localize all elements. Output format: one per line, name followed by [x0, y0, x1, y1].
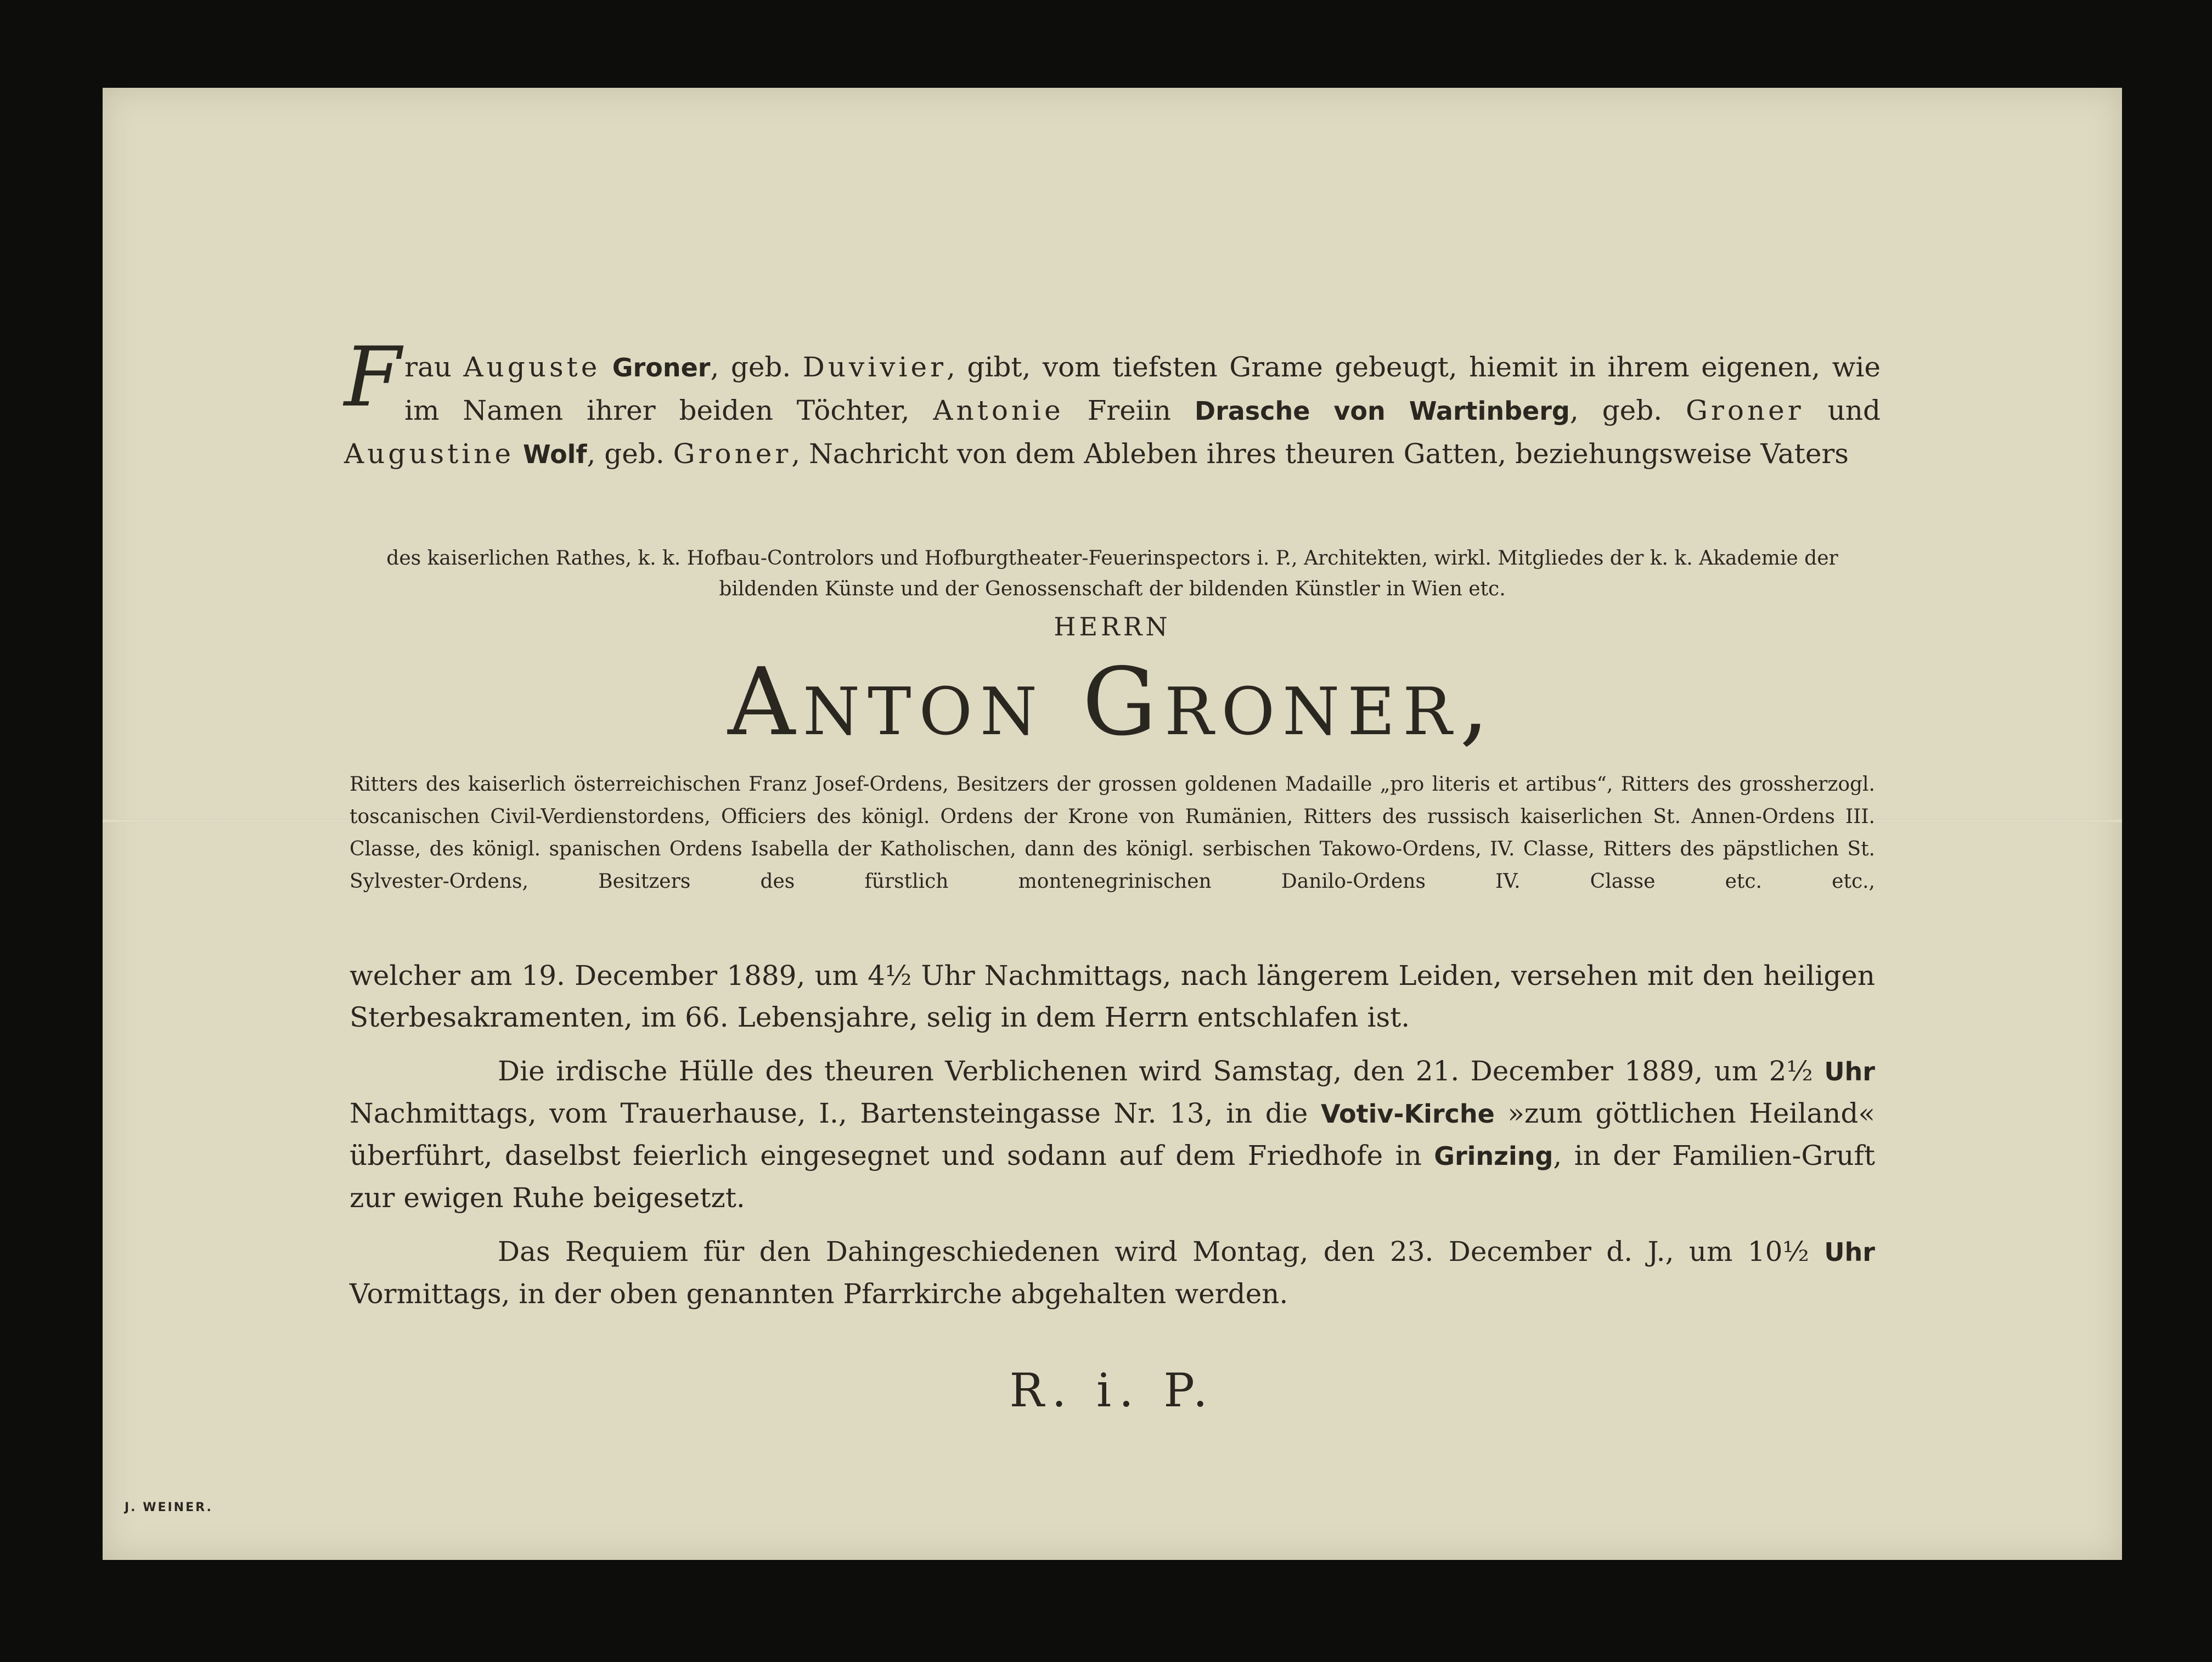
- widow-surname: Groner: [612, 353, 711, 382]
- rip-closing: R. i. P.: [1009, 1364, 1215, 1417]
- daughter-1-name: Antonie: [933, 395, 1064, 426]
- funeral-paragraph: Die irdische Hülle des theuren Verblichenen wird Samstag, den 21. December 1889, um 2½ Uhr Nachmittags, vom Trauerhause, I., Bartensteingasse Nr. 13, in die Votiv-Kirche »zum göttlichen Heiland« überführt, daselbst feierlich eingesegnet und sodann auf dem Friedhofe in Grinzing, in der Familien-Gruft zur ewigen Ruhe beigesetzt.: [350, 1055, 1876, 1214]
- cemetery-name: Grinzing: [1434, 1141, 1554, 1171]
- deceased-name: Anton Groner,: [728, 648, 1497, 757]
- announcement-body: [350, 955, 1875, 1315]
- widow-maiden-name: Duvivier: [802, 351, 947, 383]
- deceased-titles: des kaiserlichen Rathes, k. k. Hofbau-Controlors und Hofburgtheater-Feuerinspectors i. P., Architekten, wirkl. Mitgliedes der k. k. Akademie der bildenden Künste und der Genossenschaft der bildenden Künstler in Wien etc.: [386, 547, 1838, 600]
- herrn-label: HERRN: [1054, 612, 1171, 641]
- obituary-card: [103, 88, 2122, 1560]
- requiem-paragraph: Das Requiem für den Dahingeschiedenen wird Montag, den 23. December d. J., um 10½ Uhr Vormittags, in der oben genannten Pfarrkirche abgehalten werden.: [350, 1236, 1875, 1310]
- death-paragraph: welcher am 19. December 1889, um 4½ Uhr Nachmittags, nach längerem Leiden, versehen mit den heiligen Sterbesakramenten, im 66. Lebensjahre, selig in dem Herrn entschlafen ist.: [350, 960, 1875, 1033]
- intro-paragraph: Frau Auguste Groner, geb. Duvivier, gibt, vom tiefsten Grame gebeugt, hiemit in ihrem eigenen, wie im Namen ihrer beiden Töchter, Antonie Freiin Drasche von Wartinberg, geb. Groner und Augustine Wolf, geb. Groner, Nachricht von dem Ableben ihres theuren Gatten, beziehungsweise Vaters: [344, 330, 1881, 470]
- drop-cap: F: [344, 330, 402, 425]
- printer-imprint: J. WEINER.: [125, 1501, 213, 1514]
- daughter-1-married-name: Drasche von Wartinberg: [1194, 396, 1570, 426]
- church-name: Votiv-Kirche: [1320, 1099, 1495, 1129]
- daughter-2-name: Augustine: [344, 438, 515, 470]
- honours-list: Ritters des kaiserlich österreichischen Franz Josef-Ordens, Besitzers der grossen goldenen Madaille „pro literis et artibus“, Ritters des grossherzogl. toscanischen Civil-Verdienstordens, Officiers des königl. Ordens der Krone von Rumänien, Ritters des russisch kaiserlichen St. Annen-Ordens III. Classe, des königl. spanischen Ordens Isabella der Katholischen, dann des königl. serbischen Takowo-Ordens, IV. Classe, Ritters des päpstlichen St. Sylvester-Ordens, Besitzers des fürstlich montenegrinischen Danilo-Ordens IV. Classe etc. etc.,: [350, 773, 1875, 893]
- widow-first-name: Auguste: [463, 351, 601, 383]
- daughter-2-married-name: Wolf: [522, 440, 587, 469]
